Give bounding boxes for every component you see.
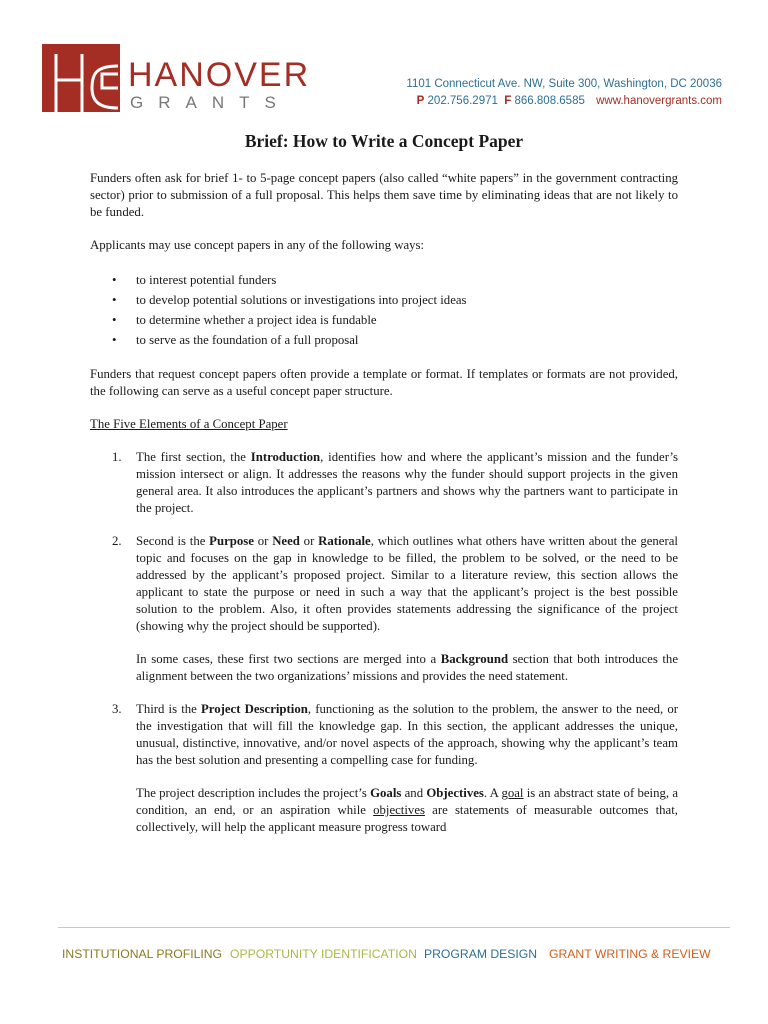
term-background: Background	[440, 652, 509, 666]
website-link[interactable]: www.hanovergrants.com	[596, 95, 722, 107]
element-item-introduction: 1. The first section, the Introduction, identifies how and where the applicant’s mission and the funder’s mission intersect or align. It addresses the reasons why the funder should support projects in the given general area. It also introduces the applicant’s partners and shows why the partners want to participate in the project.	[112, 450, 678, 515]
term-need: Need	[272, 534, 300, 548]
list-item: • to develop potential solutions or investigations into project ideas	[90, 290, 678, 310]
letterhead	[0, 0, 768, 118]
logo-wordmark: HANOVER	[128, 56, 311, 94]
uses-list	[90, 270, 678, 350]
term-goal: goal	[501, 786, 524, 800]
address: 1101 Connecticut Ave. NW, Suite 300, Washington, DC 20036	[406, 78, 722, 90]
document-body	[90, 130, 678, 852]
bullet-icon: •	[112, 333, 117, 347]
logo-mark	[42, 44, 120, 112]
fax-number: 866.808.6585	[514, 95, 585, 107]
logo-subtitle: GRANTS	[130, 93, 291, 112]
list-item: • to interest potential funders	[90, 270, 678, 290]
footer-item-opportunity-identification: OPPORTUNITY IDENTIFICATION	[230, 947, 417, 961]
bullet-icon: •	[112, 293, 117, 307]
intro-paragraph-1: Funders often ask for brief 1- to 5-page concept papers (also called “white papers” in the government contracting sector) prior to submission of a full proposal. This helps them save time by eliminating ideas that are not likely to be funded.	[90, 171, 678, 219]
item-number: 2.	[112, 534, 122, 548]
phone-label: P	[416, 95, 425, 107]
footer-item-institutional-profiling: INSTITUTIONAL PROFILING	[62, 947, 223, 961]
phone-number: 202.756.2971	[427, 95, 498, 107]
contact-info	[406, 76, 722, 110]
footer-divider	[58, 927, 730, 928]
hanover-grants-logo	[42, 44, 311, 112]
list-item: • to determine whether a project idea is fundable	[90, 310, 678, 330]
intro-paragraph-2: Applicants may use concept papers in any of the following ways:	[90, 238, 425, 252]
item-number: 3.	[112, 702, 122, 716]
element-item-project-description: 3. Third is the Project Description, functioning as the solution to the problem, the answer to the need, or the investigation that will fill the knowledge gap. In this section, the applicant addresses the unique, unusual, distinctive, innovative, and/or novel aspects of the approach, showing why the applicant’s team has the best solution and presenting a compelling case for funding. The project description includes the project’s Goals and Objectives. A goal is an abstract state of being, a condition, an end, or an aspiration while objectives are statements of measurable outcomes that, collectively, will help the applicant measure progress toward	[112, 702, 679, 834]
section-heading: The Five Elements of a Concept Paper	[90, 417, 288, 431]
element-item-purpose: 2. Second is the Purpose or Need or Rationale, which outlines what others have written about the general topic and focuses on the gap in knowledge to be filled, the problem to be solved, or the need to be addressed by the applicant’s proposed project. Similar to a literature review, this section allows the applicant to state the purpose or need in such a way that the applicant’s project is the best possible solution to the problem. Also, it often provides statements addressing the significance of the project (showing why the project should be supported). In some cases, these first two sections are merged into a Background section that both introduces the alignment between the two organizations’ missions and provides the need statement.	[112, 534, 678, 683]
elements-list	[90, 449, 678, 836]
list-item: • to serve as the foundation of a full proposal	[90, 330, 678, 350]
item-number: 1.	[112, 450, 122, 464]
document-title: Brief: How to Write a Concept Paper	[244, 131, 524, 151]
intro-paragraph-3: Funders that request concept papers often provide a template or format. If templates or formats are not provided, the following can serve as a useful concept paper structure.	[90, 367, 678, 398]
contact-numbers	[406, 93, 722, 110]
term-objectives: Objectives	[426, 786, 484, 800]
fax-label: F	[504, 95, 512, 107]
bullet-icon: •	[112, 313, 117, 327]
hg-monogram-icon	[42, 44, 120, 112]
term-introduction: Introduction	[250, 450, 321, 464]
term-goals: Goals	[370, 786, 402, 800]
term-purpose: Purpose	[209, 534, 254, 548]
bullet-icon: •	[112, 273, 117, 287]
footer-item-program-design: PROGRAM DESIGN	[424, 947, 538, 961]
term-project-description: Project Description	[200, 702, 308, 716]
term-objectives-underlined: objectives	[373, 803, 425, 817]
footer-item-grant-writing-review: GRANT WRITING & REVIEW	[549, 947, 711, 961]
term-rationale: Rationale	[318, 534, 371, 548]
